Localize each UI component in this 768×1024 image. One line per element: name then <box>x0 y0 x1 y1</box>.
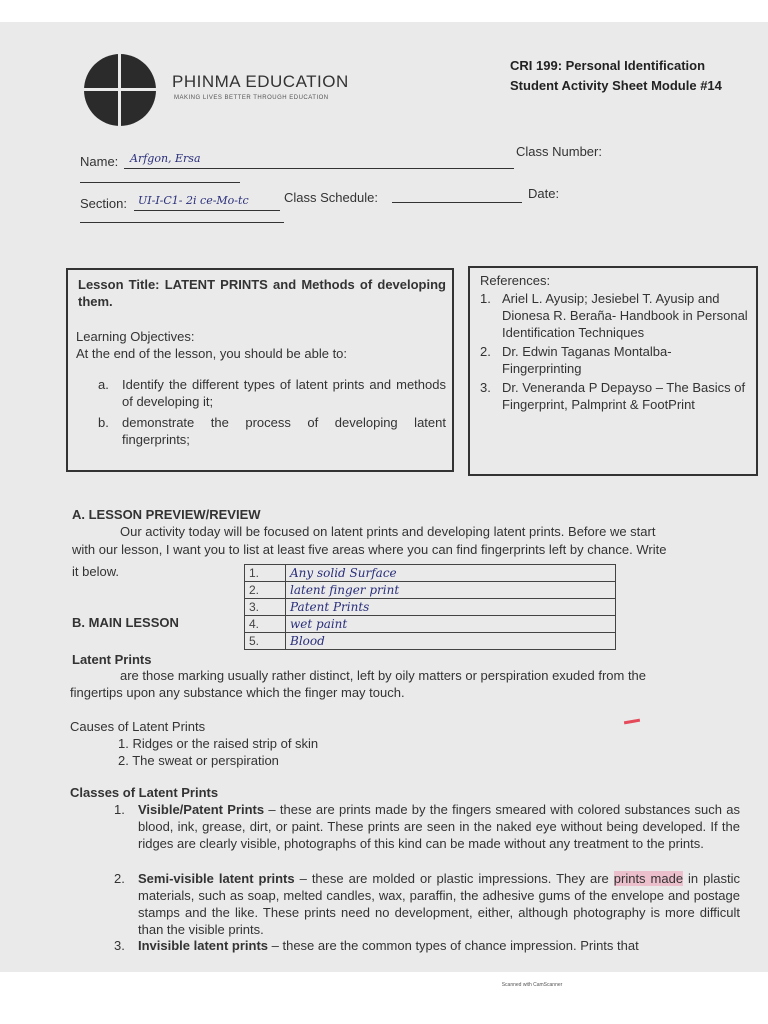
class-marker: 2. <box>114 871 125 886</box>
lesson-info-box <box>66 268 454 472</box>
class-description <box>138 870 740 938</box>
class-item <box>114 801 740 852</box>
reference-text: Dr. Veneranda P Depayso – The Basics of Fingerprint, Palmprint & FootPrint <box>502 380 746 412</box>
latent-prints-heading: Latent Prints <box>72 652 152 667</box>
causes-heading: Causes of Latent Prints <box>70 719 206 734</box>
lesson-title-label: Lesson Title: <box>78 277 160 292</box>
form-underline <box>80 182 240 183</box>
class-number-label: Class Number: <box>516 144 602 159</box>
class-term: Invisible latent prints <box>138 938 269 953</box>
reference-text: Dr. Edwin Taganas Montalba- Fingerprinting <box>502 344 672 376</box>
org-name: PHINMA EDUCATION <box>172 72 349 91</box>
cause-text: The sweat or perspiration <box>132 753 279 768</box>
class-text: – these are prints made by the fingers smeared with colored substances such as blood, ink, grease, dirt, or paint. These prints are seen in the naked eye without being developed. If the ridges are clearly visible, photographs of this kind can be made without any treatment to the prints. <box>138 802 740 851</box>
schedule-underline <box>392 202 522 203</box>
section-a-paragraph: it below. <box>72 564 119 579</box>
table-cell-number: 4. <box>245 616 286 633</box>
name-underline <box>124 168 514 169</box>
table-row <box>245 599 616 616</box>
classes-heading: Classes of Latent Prints <box>70 785 219 800</box>
class-marker: 3. <box>114 938 125 953</box>
table-cell-answer: Any solid Surface <box>286 565 616 582</box>
reference-item <box>480 379 752 413</box>
objective-marker: a. <box>98 377 109 392</box>
objectives-heading: Learning Objectives: <box>76 329 195 344</box>
section-label: Section: <box>80 196 127 211</box>
objectives-list <box>98 376 446 448</box>
cause-item <box>118 752 279 769</box>
areas-table <box>244 564 616 650</box>
class-text: – these are molded or plastic impressions. They are <box>294 871 614 886</box>
reference-marker: 2. <box>480 344 491 359</box>
table-cell-answer: wet paint <box>286 616 616 633</box>
objective-item <box>98 376 446 410</box>
class-item <box>114 870 740 938</box>
table-cell-answer: latent finger print <box>286 582 616 599</box>
class-description <box>138 801 740 852</box>
document-page <box>0 22 768 972</box>
objective-item <box>98 414 446 448</box>
section-value: UI-I-C1- 2i ce-Mo-tc <box>138 194 249 207</box>
section-a-paragraph: with our lesson, I want you to list at least five areas where you can find fingerprints left by chance. Write <box>72 542 667 557</box>
cause-marker: 1. <box>118 736 129 751</box>
reference-marker: 3. <box>480 380 491 395</box>
class-term: Semi-visible latent prints <box>138 871 295 886</box>
class-term: Visible/Patent Prints <box>138 802 265 817</box>
org-tagline: MAKING LIVES BETTER THROUGH EDUCATION <box>174 95 329 101</box>
objectives-intro: At the end of the lesson, you should be able to: <box>76 346 348 361</box>
section-underline <box>134 210 280 211</box>
red-pen-mark <box>624 719 640 725</box>
table-row <box>245 582 616 599</box>
module-title: Student Activity Sheet Module #14 <box>510 78 722 93</box>
objective-marker: b. <box>98 415 109 430</box>
lesson-title <box>78 276 446 310</box>
table-cell-number: 1. <box>245 565 286 582</box>
class-text: in plastic materials, such as soap, melted candles, wax, paraffin, the adhesive gums of the envelope and postage stamps and the like. These prints need no development, either, although photography is more difficult than the visible prints. <box>138 871 740 937</box>
section-b-heading: B. MAIN LESSON <box>72 615 179 630</box>
latent-prints-definition: fingertips upon any substance which the finger may touch. <box>70 685 405 700</box>
table-cell-answer: Blood <box>286 633 616 650</box>
cause-marker: 2. <box>118 753 129 768</box>
table-row <box>245 565 616 582</box>
lesson-title-value: LATENT PRINTS and Methods of developing them. <box>78 277 446 309</box>
scanner-watermark: Scanned with CamScanner <box>501 982 563 988</box>
references-heading: References: <box>480 273 551 288</box>
reference-marker: 1. <box>480 291 491 306</box>
name-value: Arfgon, Ersa <box>130 152 201 165</box>
class-description <box>138 937 740 954</box>
logo-divider <box>84 88 156 91</box>
cause-item <box>118 735 318 752</box>
table-cell-number: 3. <box>245 599 286 616</box>
table-row <box>245 616 616 633</box>
reference-item <box>480 343 752 377</box>
objective-text: demonstrate the process of developing latent fingerprints; <box>122 415 446 447</box>
table-cell-number: 5. <box>245 633 286 650</box>
form-underline <box>80 222 284 223</box>
section-a-heading: A. LESSON PREVIEW/REVIEW <box>72 507 261 522</box>
class-item <box>114 937 740 954</box>
reference-item <box>480 290 752 341</box>
highlighted-text: prints made <box>613 871 684 886</box>
class-schedule-label: Class Schedule: <box>284 190 378 205</box>
objective-text: Identify the different types of latent prints and methods of developing it; <box>122 377 446 409</box>
name-label: Name: <box>80 154 119 169</box>
class-text: – these are the common types of chance impression. Prints that <box>268 938 639 953</box>
cause-text: Ridges or the raised strip of skin <box>132 736 319 751</box>
class-marker: 1. <box>114 802 125 817</box>
table-row <box>245 633 616 650</box>
table-cell-number: 2. <box>245 582 286 599</box>
date-label: Date: <box>528 186 560 201</box>
references-box <box>468 266 758 476</box>
references-list <box>480 290 752 413</box>
course-title: CRI 199: Personal Identification <box>510 58 706 73</box>
reference-text: Ariel L. Ayusip; Jesiebel T. Ayusip and Dionesa R. Beraña- Handbook in Personal Identification Techniques <box>502 291 748 340</box>
section-a-paragraph: Our activity today will be focused on latent prints and developing latent prints. Before we start <box>120 524 656 539</box>
latent-prints-definition: are those marking usually rather distinct, left by oily matters or perspiration exuded from the <box>120 668 647 683</box>
table-cell-answer: Patent Prints <box>286 599 616 616</box>
